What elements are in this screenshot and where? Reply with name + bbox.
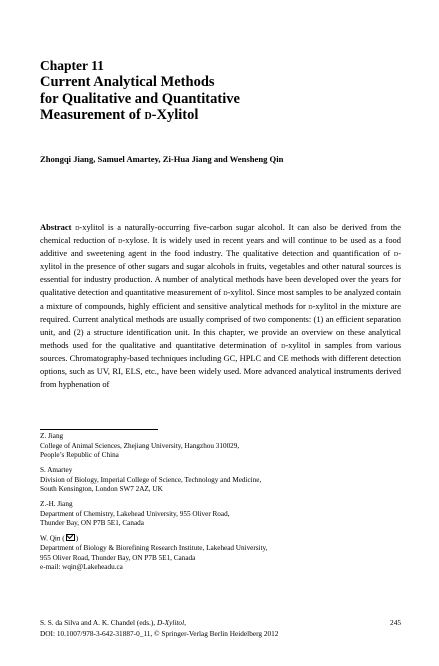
abstract-segment: -xylose. It is widely used in recent years and will continue to be used as a food additive and sweetening agent in the food industry. The qualitative detection and quantification of	[40, 235, 401, 259]
footer-citation: S. S. da Silva and A. K. Chandel (eds.), D-Xylitol,	[40, 618, 186, 627]
abstract-segment: -xylitol is a naturally-occurring five-carbon sugar alcohol. It can also be derived from the chemical reduction of	[40, 222, 401, 246]
small-caps-d: d	[393, 248, 399, 259]
abstract-segment: -xylitol. Since most samples to be analyzed contain a mixture of compounds, highly efficient and sensitive analytical methods for	[40, 287, 401, 311]
small-caps-d: d	[223, 287, 228, 298]
small-caps-d: d	[281, 339, 286, 350]
abstract-segment: -xylitol in the mixture are required. Current analytical methods are usually comprised of two components: (1) an efficient separation unit, and (2) a structure identification unit. In this chapter, we provide an overview on these analytical methods used for the qualitative and quantitative determination of	[40, 300, 401, 350]
affiliation-line: Department of Biology & Biorefining Research Institute, Lakehead University,	[40, 544, 268, 552]
footnote-rule	[40, 429, 158, 430]
affiliation-author: S. Amartey	[40, 465, 73, 474]
affiliation-line: College of Animal Sciences, Zhejiang University, Hangzhou 310029,	[40, 441, 240, 450]
affiliations	[40, 432, 401, 578]
small-caps-d: d	[75, 222, 80, 232]
title-line-1: Current Analytical Methods	[40, 74, 215, 90]
abstract-segment: -xylitol in the presence of other sugars and sugar alcohols in fruits, vegetables and other natural sources is essential for industry production. A number of analytical methods have been developed over the years for qualitative detection and quantitative measurement of	[40, 248, 401, 298]
affiliation-author: Z.-H. Jiang	[40, 499, 73, 508]
page-number: 245	[390, 618, 401, 627]
footer-doi: DOI: 10.1007/978-3-642-31887-0_11, © Springer-Verlag Berlin Heidelberg 2012	[40, 628, 279, 638]
affiliation-block	[40, 466, 401, 495]
affiliation-line: e-mail: wqin@Lakeheadu.ca	[40, 563, 123, 572]
chapter-number: Chapter 11	[40, 58, 104, 73]
abstract-segment: -xylitol in samples from various sources. Chromatography-based techniques including GC, HPLC and CE methods with different detection options, such as UV, RI, ELS, etc., have been widely used. More advanced analytical instruments derived from hyphenation of	[40, 339, 401, 390]
affiliation-line: Division of Biology, Imperial College of Science, Technology and Medicine,	[40, 475, 262, 484]
abstract	[40, 221, 401, 391]
chapter-title	[40, 74, 240, 124]
page-footer	[40, 618, 401, 639]
small-caps-d: d	[308, 300, 313, 311]
abstract-text	[40, 222, 401, 389]
affiliation-line: People’s Republic of China	[40, 451, 119, 460]
title-line-3: Measurement of d-Xylitol	[40, 107, 199, 123]
title-line-2: for Qualitative and Quantitative	[40, 90, 240, 107]
envelope-icon	[66, 534, 75, 541]
affiliation-author: W. Qin ( )	[40, 534, 79, 543]
affiliation-line: 955 Oliver Road, Thunder Bay, ON P7B 5E1, Canada	[40, 553, 196, 562]
abstract-label: Abstract	[40, 222, 72, 232]
affiliation-line: Thunder Bay, ON P7B 5E1, Canada	[40, 519, 144, 528]
affiliation-line: South Kensington, London SW7 2AZ, UK	[40, 485, 163, 494]
affiliation-block	[40, 534, 401, 573]
affiliation-block	[40, 432, 401, 461]
affiliation-author: Z. Jiang	[40, 432, 64, 440]
author-list: Zhongqi Jiang, Samuel Amartey, Zi-Hua Jiang and Wensheng Qin	[40, 154, 284, 164]
affiliation-line: Department of Chemistry, Lakehead University, 955 Oliver Road,	[40, 509, 230, 518]
affiliation-block	[40, 500, 401, 529]
small-caps-d: d	[118, 235, 123, 246]
